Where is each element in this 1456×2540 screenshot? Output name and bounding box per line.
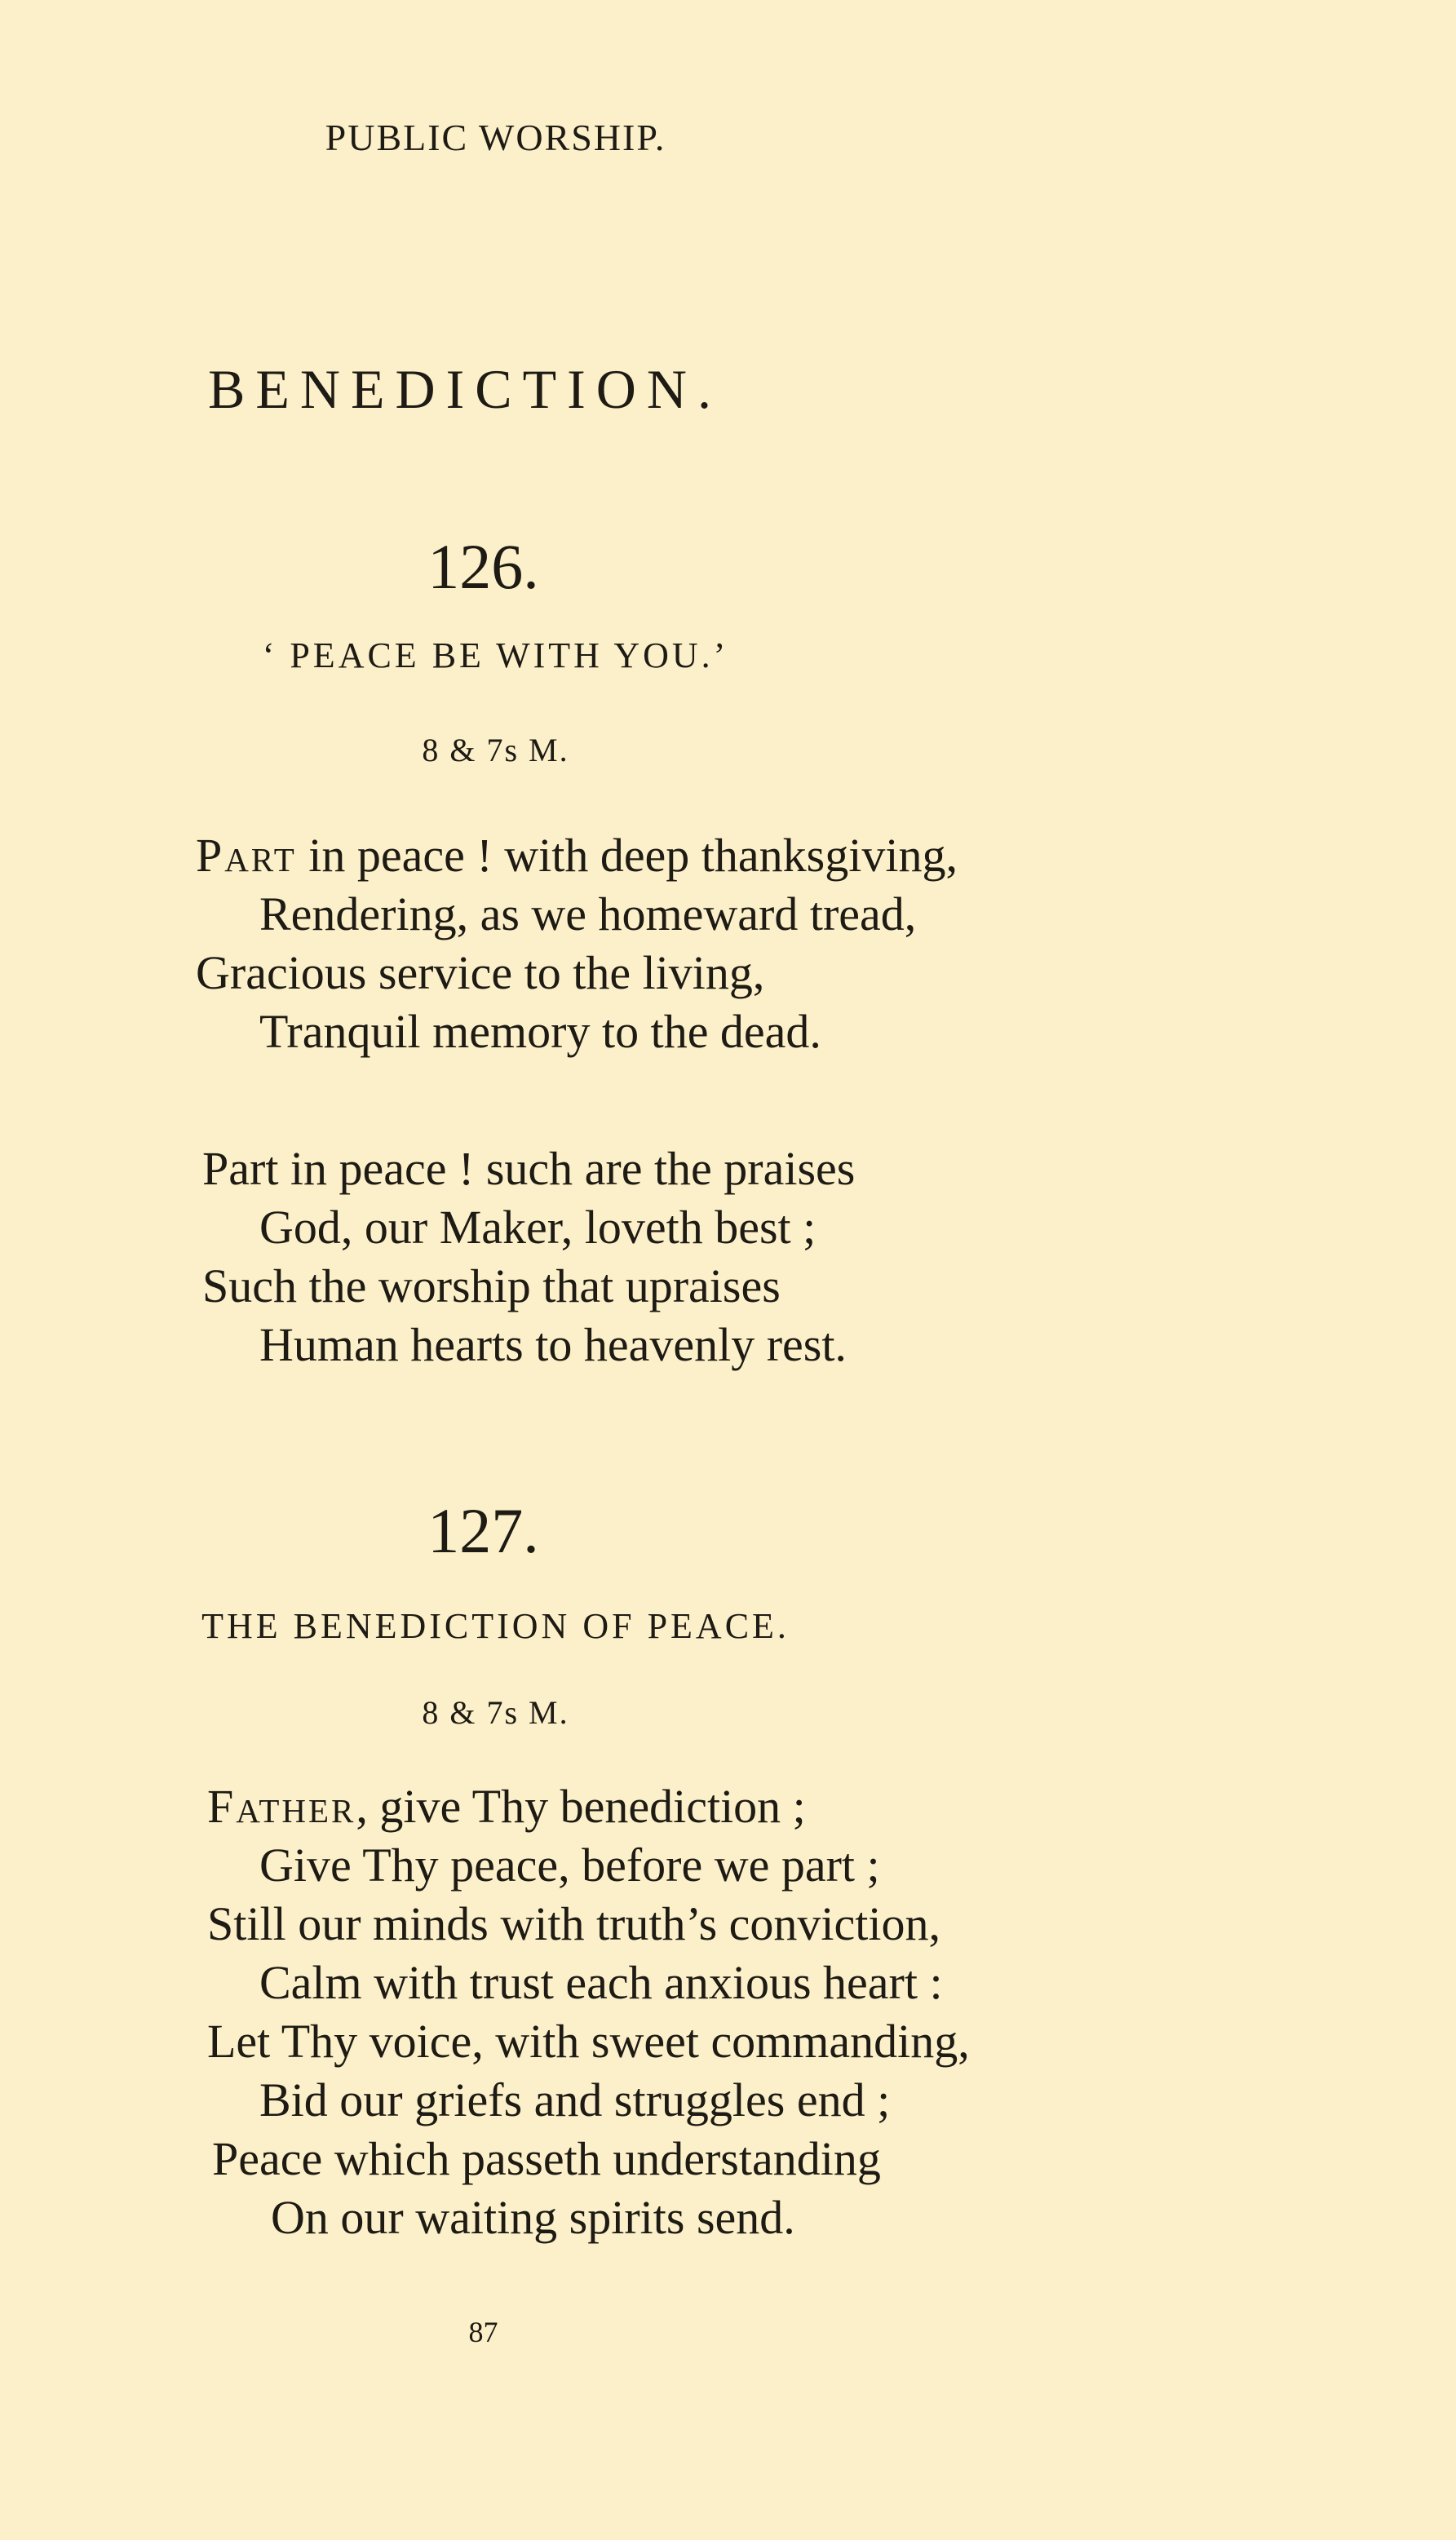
verse-line-rest: in peace ! with deep thanksgiving, — [296, 829, 958, 882]
page-number: 87 — [468, 2316, 498, 2348]
hymn-number: 126. — [427, 531, 539, 602]
verse-line: On our waiting spirits send. — [271, 2191, 795, 2244]
verse-line: Rendering, as we homeward tread, — [259, 887, 917, 940]
verse-line: God, our Maker, loveth best ; — [259, 1201, 817, 1254]
hymn-title: THE BENEDICTION OF PEACE. — [201, 1606, 790, 1646]
verse-line — [196, 829, 958, 882]
verse-line: Tranquil memory to the dead. — [259, 1005, 821, 1058]
running-head: PUBLIC WORSHIP. — [325, 117, 666, 158]
hymn-number: 127. — [427, 1495, 539, 1566]
verse-initial-word: Father — [207, 1780, 356, 1833]
verse-line: Let Thy voice, with sweet commanding, — [207, 2015, 970, 2068]
verse-line — [207, 1780, 806, 1833]
hymn-meter: 8 & 7s M. — [422, 732, 569, 768]
section-title: BENEDICTION. — [207, 358, 723, 420]
verse-line: Peace which passeth understanding — [212, 2132, 881, 2185]
verse-initial-word: Part — [196, 829, 297, 882]
hymn-title: ‘ PEACE BE WITH YOU.’ — [262, 635, 729, 675]
verse-line: Gracious service to the living, — [196, 946, 765, 999]
verse-line-rest: , give Thy benediction ; — [356, 1780, 806, 1833]
verse-line: Part in peace ! such are the praises — [202, 1142, 856, 1195]
verse-line: Still our minds with truth’s conviction, — [207, 1897, 940, 1950]
verse-line: Calm with trust each anxious heart : — [259, 1956, 943, 2009]
verse-line: Such the worship that upraises — [202, 1259, 781, 1312]
verse-line: Human hearts to heavenly rest. — [259, 1318, 847, 1371]
verse-line: Give Thy peace, before we part ; — [259, 1839, 880, 1892]
verse-line: Bid our griefs and struggles end ; — [259, 2073, 891, 2126]
hymn-meter: 8 & 7s M. — [422, 1694, 569, 1731]
